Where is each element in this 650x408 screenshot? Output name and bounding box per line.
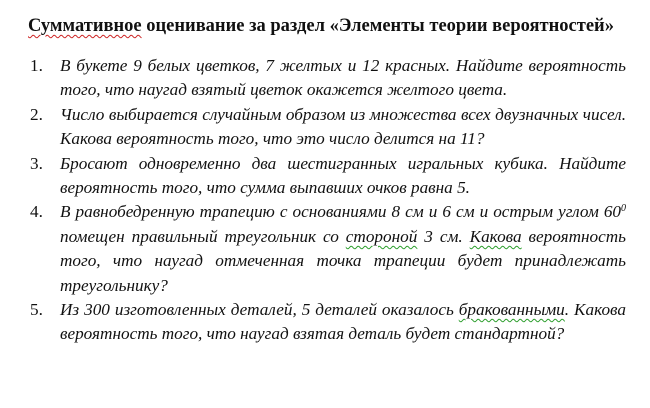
task-item-5: [30, 298, 626, 347]
task-item-4: [30, 200, 626, 298]
task-text-part: В равнобедренную трапецию с основаниями 8 см и 6 см и острым углом 60: [60, 202, 621, 222]
task-text: [60, 200, 626, 298]
grammar-underlined-word: бракованными: [458, 300, 565, 320]
task-text-part: помещен правильный треугольник со: [60, 226, 346, 246]
task-text-part: вероятность того, что наугад отмеченная точка трапеции будет принадлежать треугольнику?: [60, 226, 626, 295]
task-number: 4.: [30, 202, 43, 222]
task-item-2: [30, 103, 626, 152]
document-title: [28, 14, 638, 38]
grammar-underlined-word: стороной: [345, 226, 418, 246]
task-list: [30, 54, 626, 347]
task-number: 3.: [30, 153, 43, 173]
grammar-underlined-word: Какова: [469, 226, 522, 246]
task-text: [60, 298, 626, 347]
task-item-3: [30, 152, 626, 201]
task-text: Бросают одновременно два шестигранных игральных кубика. Найдите вероятность того, что сумма выпавших очков равна 5.: [60, 153, 626, 198]
task-text: Число выбирается случайным образом из множества всех двузначных чисел. Какова вероятность того, что это число делится на 11?: [60, 104, 626, 149]
task-text: В букете 9 белых цветков, 7 желтых и 12 красных. Найдите вероятность того, что наугад взятый цветок окажется желтого цвета.: [60, 56, 626, 100]
task-number: 5.: [30, 300, 43, 320]
title-text: оценивание за раздел «Элементы теории вероятностей»: [141, 16, 614, 36]
task-number: 2.: [30, 104, 43, 124]
task-text-part: Из 300 изготовленных деталей, 5 деталей оказалось: [60, 300, 459, 320]
task-text-part: . Какова вероятность того, что наугад взятая деталь будет стандартной?: [60, 300, 626, 344]
degree-superscript: 0: [621, 203, 626, 215]
task-text-part: 3 см.: [417, 226, 470, 246]
title-word-underlined: Суммативное: [28, 16, 142, 36]
task-number: 1.: [30, 56, 43, 75]
task-item-1: [30, 54, 626, 103]
